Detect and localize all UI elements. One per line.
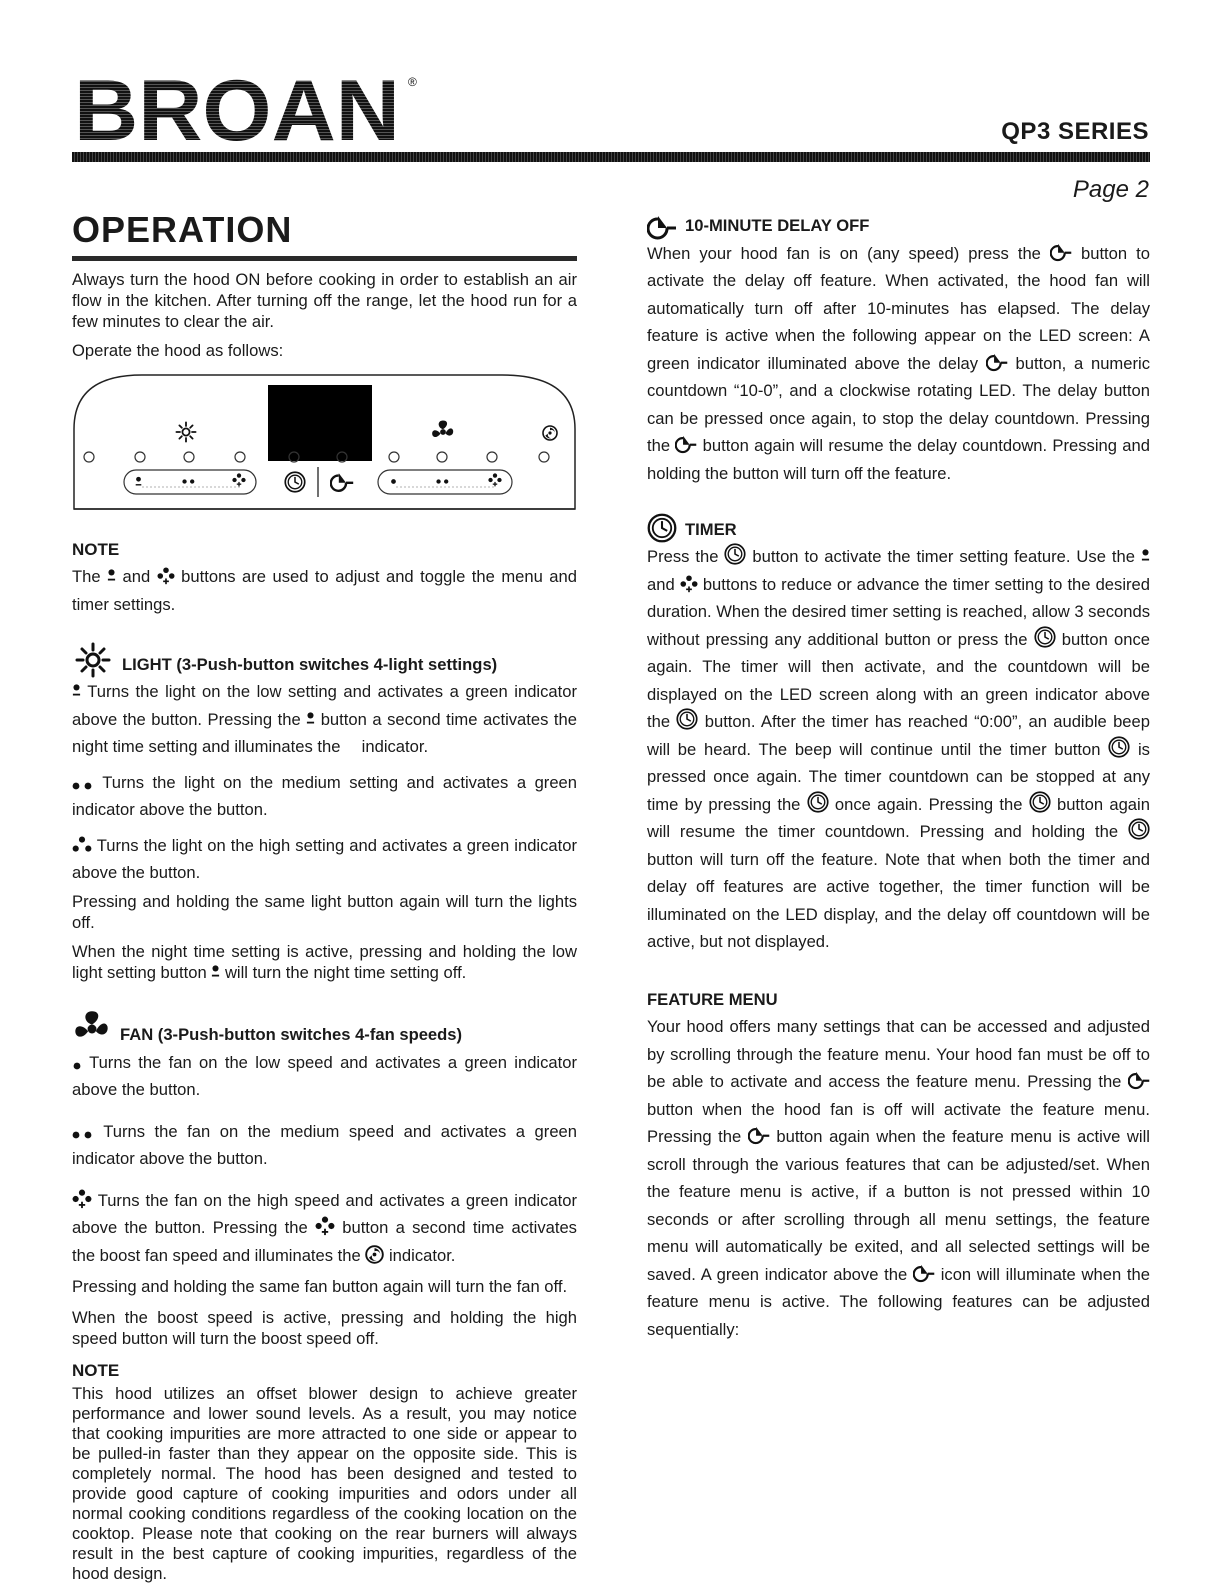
light-paragraph-1: Turns the light on the low setting and activates a green indicator above the button. Pressing the button a second time activates the night time setting and illuminates the indicator. xyxy=(72,682,577,756)
delay-icon xyxy=(986,352,1008,372)
plus-button-icon xyxy=(157,567,175,585)
timer-icon xyxy=(1108,736,1130,758)
low-fan-icon xyxy=(72,1061,82,1071)
delay-paragraph: When your hood fan is on (any speed) press the button to activate the delay off feature. When activated, the hood fan will automatically turn off after 10-minutes has elapsed. The delay feature is active when the following appear on the LED screen: A green indicator illuminated above the delay button, a numeric countdown “10-0”, and a clockwise rotating LED. The delay button can be pressed once again, to stop the delay countdown. Pressing the button again will resume the delay countdown. Pressing and holding the button will turn off the feature. xyxy=(647,243,1150,483)
fan-buttons[interactable] xyxy=(378,470,512,494)
light-icon xyxy=(72,642,114,678)
low-light-icon xyxy=(306,710,315,728)
title-rule xyxy=(72,256,577,261)
timer-icon xyxy=(724,543,746,565)
light-heading: LIGHT (3-Push-button switches 4-light settings) xyxy=(72,642,577,678)
note-paragraph: The and buttons are used to adjust and toggle the menu and timer settings. xyxy=(72,567,577,614)
note-heading: NOTE xyxy=(72,539,120,559)
header-rule xyxy=(72,152,1150,162)
medium-light-icon xyxy=(72,781,94,791)
led-display xyxy=(268,385,372,461)
low-light-icon xyxy=(211,963,220,981)
fan-paragraph-1: Turns the fan on the low speed and activates a green indicator above the button. xyxy=(72,1052,578,1099)
timer-icon xyxy=(1029,791,1051,813)
svg-text:®: ® xyxy=(408,75,417,89)
control-panel-diagram xyxy=(72,373,577,511)
delay-icon xyxy=(1128,1070,1150,1090)
low-light-icon xyxy=(72,682,81,700)
page-number: Page 2 xyxy=(1072,176,1149,203)
left-column xyxy=(72,200,577,1584)
delay-icon xyxy=(1050,242,1072,262)
right-column xyxy=(647,200,1150,1343)
intro-paragraph: Always turn the hood ON before cooking in order to establish an air flow in the kitchen. After turning off the range, let the hood run for a few minutes to clear the air. xyxy=(72,270,577,331)
delay-heading: 10-MINUTE DELAY OFF xyxy=(647,212,1150,240)
fan-paragraph-4: Pressing and holding the same fan button again will turn the fan off. xyxy=(72,1277,568,1296)
fan-paragraph-5: When the boost speed is active, pressing and holding the high speed button will turn the boost speed off. xyxy=(72,1307,577,1348)
fan-paragraph-2: Turns the fan on the medium speed and activates a green indicator above the button. xyxy=(72,1121,577,1168)
operate-line: Operate the hood as follows: xyxy=(72,341,284,360)
plus-button-icon xyxy=(680,575,698,593)
light-buttons[interactable] xyxy=(124,470,256,494)
medium-fan-icon xyxy=(72,1130,94,1140)
delay-icon xyxy=(675,434,697,454)
timer-paragraph: Press the button to activate the timer setting feature. Use the and buttons to reduce or advance the timer setting to the desired duration. When the desired timer setting is reached, allow 3 seconds without pressing any additional button or press the button once again. The timer will then activate, and the countdown will be displayed on the LED screen along with an green indicator above the button. After the timer has reached “0:00”, an audible beep will be heard. The beep will continue until the timer button is pressed once again. The timer countdown can be stopped at any time by pressing the once again. Pressing the button again will resume the timer countdown. Pressing and holding the button will turn off the feature. Note that when both the timer and delay off features are active together, the timer function will be illuminated on the LED display, and the delay off countdown will be active, but not displayed. xyxy=(647,543,1150,956)
high-fan-icon xyxy=(315,1216,335,1236)
note-paragraph-2: This hood utilizes an offset blower design to achieve greater performance and lower sound levels. As a result, you may notice that cooking impurities are more attracted to one side or appear to be pulled-in faster than they appear on the opposite side. This is completely normal. The hood has been designed and tested to provide good capture of cooking impurities and odors under all normal cooking conditions regardless of the cooking location on the cooktop. Please note that cooking on the rear burners will always result in the best capture of cooking impurities, regardless of the hood design. xyxy=(72,1384,577,1583)
boost-icon xyxy=(365,1245,384,1264)
light-paragraph-2: Turns the light on the medium setting and activates a green indicator above the button. xyxy=(72,772,578,819)
light-paragraph-5: When the night time setting is active, pressing and holding the low light setting button will turn the night time setting off. xyxy=(72,941,577,982)
fan-paragraph-3: Turns the fan on the high speed and activates a green indicator above the button. Pressing the button a second time activates the boost fan speed and illuminates the indicator. xyxy=(72,1190,578,1265)
light-paragraph-4: Pressing and holding the same light button again will turn the lights off. xyxy=(72,891,577,932)
minus-button-icon xyxy=(107,567,116,585)
timer-icon xyxy=(1128,818,1150,840)
high-light-icon xyxy=(72,836,92,854)
timer-icon xyxy=(647,513,677,543)
timer-icon xyxy=(1034,626,1056,648)
fan-heading: FAN (3-Push-button switches 4-fan speeds) xyxy=(72,1009,577,1049)
broan-logo xyxy=(72,66,432,148)
minus-button-icon xyxy=(1141,547,1150,565)
feature-menu-heading: FEATURE MENU xyxy=(647,989,778,1009)
section-title: OPERATION xyxy=(72,209,293,250)
feature-menu-paragraph: Your hood offers many settings that can be accessed and adjusted by scrolling through the feature menu. Your hood fan must be off to be able to activate and access the feature menu. Pressing the button when the hood fan is off will activate the feature menu. Pressing the button again when the feature menu is active will scroll through the various features that can be adjusted/set. When the feature menu is active, if a button is not pressed within 10 seconds or after scrolling through all menu settings, the feature menu will automatically be exited, and all selected settings will be saved. A green indicator above the icon will illuminate when the feature menu is active. The following features can be adjusted sequentially: xyxy=(647,1017,1150,1339)
svg-text:BROAN: BROAN xyxy=(74,66,400,148)
series-label: QP3 SERIES xyxy=(1001,118,1149,145)
timer-icon xyxy=(807,791,829,813)
high-fan-icon xyxy=(72,1189,92,1209)
moon-icon xyxy=(345,737,357,755)
light-paragraph-3: Turns the light on the high setting and activates a green indicator above the button. xyxy=(72,835,578,882)
delay-icon xyxy=(647,214,677,240)
timer-icon xyxy=(676,708,698,730)
timer-button-icon[interactable] xyxy=(285,472,304,491)
note-heading: NOTE xyxy=(72,1360,120,1380)
delay-icon xyxy=(748,1125,770,1145)
fan-icon xyxy=(72,1009,112,1049)
delay-icon xyxy=(913,1263,935,1283)
timer-heading: TIMER xyxy=(647,513,1150,543)
